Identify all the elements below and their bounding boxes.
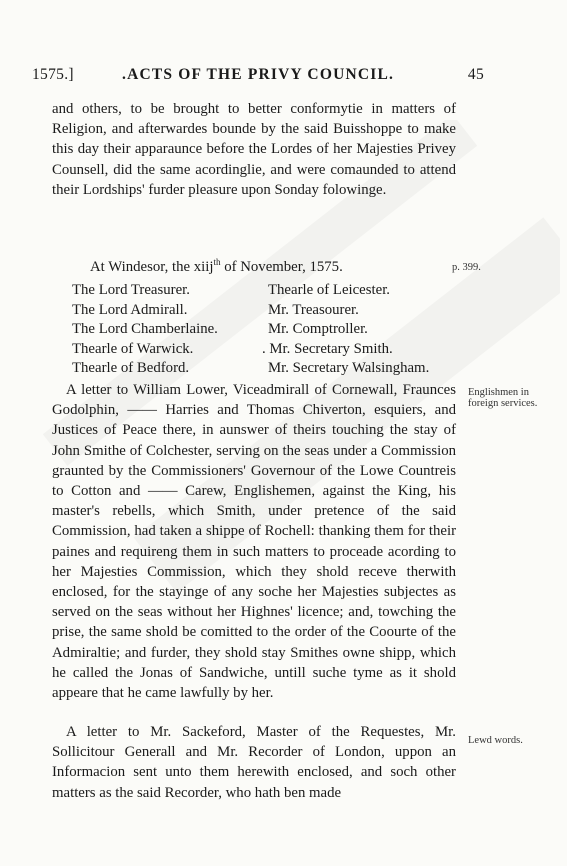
- header-year: 1575.]: [32, 66, 74, 83]
- paragraph-1-text: and others, to be brought to better conformytie in matters of Religion, and afterwardes bounde by the said Buisshoppe to make this day their apparaunce before the Lordes of her Majesties Privey Counsell, did the same acordinglie, and were comaunded to attend their Lordships' furder pleasure upon Sonday folowinge.: [52, 101, 456, 198]
- paragraph-3-text: A letter to Mr. Sackeford, Master of the Requestes, Mr. Sollicitour Generall and Mr. Recorder of London, uppon an Informacion sent unto them herewith enclosed, and soch other matters as the said Recorder, who hath ben made: [52, 724, 456, 801]
- margin-note-englishmen: Englishmen in foreign services.: [468, 387, 538, 409]
- page-header: [32, 66, 484, 86]
- attendee: Mr. Secretary Walsingham.: [268, 360, 430, 377]
- margin-page-reference: p. 399.: [452, 262, 481, 273]
- paragraph-3: [52, 722, 456, 803]
- paragraph-1: [52, 99, 456, 200]
- attendee: . Mr. Secretary Smith.: [262, 340, 393, 357]
- attendance-row: [72, 281, 462, 301]
- attendance-row: [72, 359, 462, 379]
- attendance-list: [72, 281, 462, 379]
- attendee: Thearle of Warwick.: [72, 340, 194, 357]
- margin-note-lewd-words: Lewd words.: [468, 735, 523, 746]
- meeting-place-date-suffix: of November, 1575.: [220, 258, 343, 275]
- attendee: The Lord Admirall.: [72, 301, 188, 318]
- paragraph-2-text: A letter to William Lower, Viceadmirall of Cornewall, Fraunces Godolphin, —— Harries and Thomas Chiverton, esquiers, and Justices of Peace there, in aunswer of theirs touching the stay of John Smithe of Colchester, serving on the seas under a Commission graunted by the Commissioners' Governour of the Lowe Countreis to Cotton and —— Carew, Englishemen, against the King, his master's rebells, which Smith, under pretence of the said Commission, had taken a shippe of Rochell: thanking them for their paines and requireng them in such matters to proceade acording to her Majesties Commission, which they shold receve therwith enclosed, for the stayinge of any soche her Majesties subjectes as served on the seas without her Highnes' licence; and, towching the prise, the same shold be comitted to the order of the Coourte of the Admiraltie; and furder, they shold stay Smithes owne shipp, which he called the Jonas of Sandwiche, untill suche tyme as it shold appeare that he came lawfully by her.: [52, 382, 456, 702]
- attendee: Thearle of Bedford.: [72, 360, 190, 377]
- meeting-superscript: th: [213, 257, 221, 267]
- attendee: The Lord Chamberlaine.: [72, 321, 218, 338]
- meeting-place-date: At Windesor, the xiij: [90, 258, 214, 275]
- attendance-row: [72, 301, 462, 321]
- attendee: Mr. Treasourer.: [268, 301, 359, 318]
- attendee: Thearle of Leicester.: [268, 282, 391, 298]
- running-title: .ACTS OF THE PRIVY COUNCIL.: [122, 66, 395, 83]
- attendee: Mr. Comptroller.: [268, 321, 368, 338]
- paragraph-2: [52, 380, 456, 703]
- attendance-row: [72, 320, 462, 340]
- attendance-row: [72, 340, 462, 360]
- attendee: The Lord Treasurer.: [72, 282, 190, 298]
- page-number: 45: [467, 66, 484, 83]
- meeting-heading: [90, 257, 343, 276]
